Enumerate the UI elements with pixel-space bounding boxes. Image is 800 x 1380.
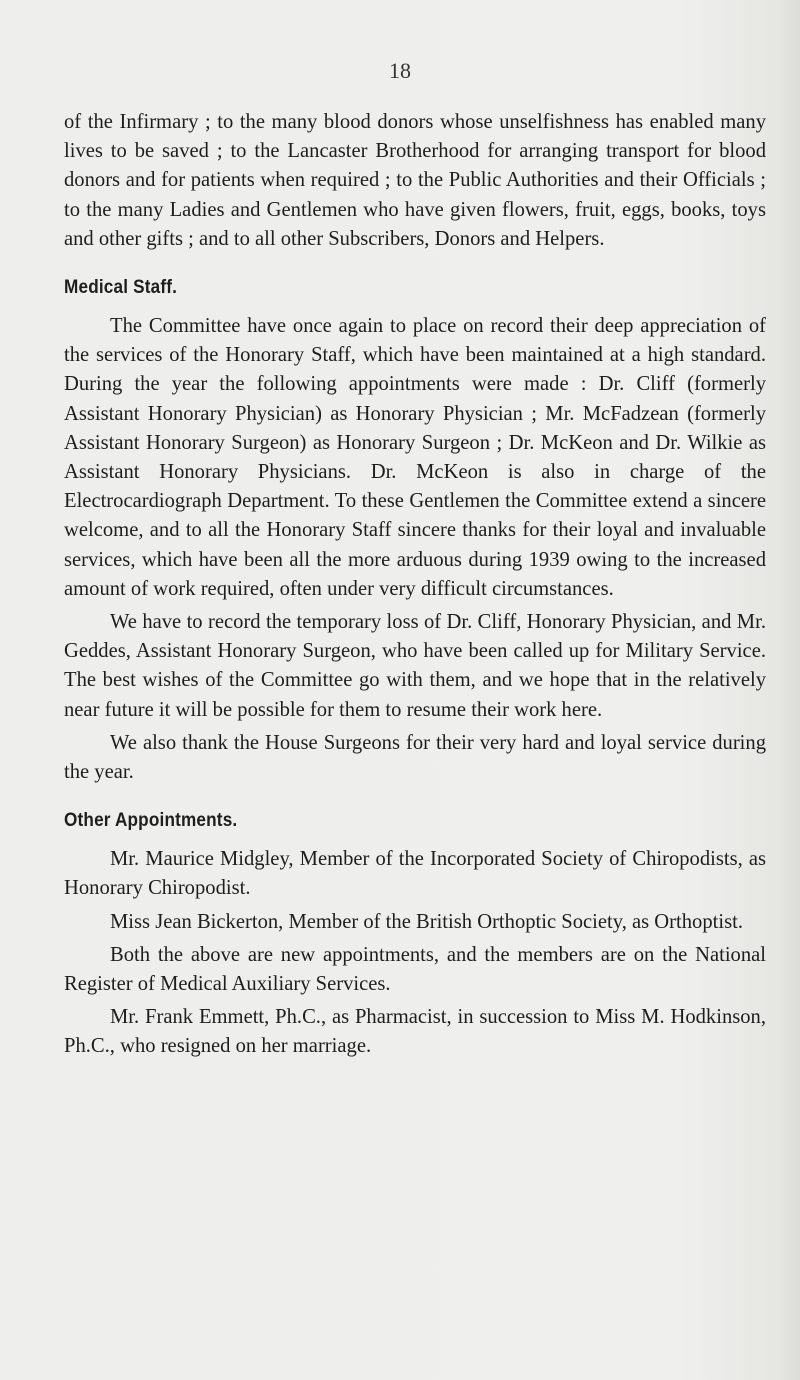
medical-staff-paragraph-1: The Committee have once again to place on record their deep appreciation of the services of the Honorary Staff, which have been maintained at a high standard. During the year the following appointments were made : Dr. Cliff (formerly Assistant Honorary Physician) as Honorary Physician ; Mr. McFadzean (formerly Assistant Honorary Surgeon) as Honorary Surgeon ; Dr. McKeon and Dr. Wilkie as Assistant Honorary Physicians. Dr. McKeon is also in charge of the Electrocardiograph Department. To these Gentlemen the Committee extend a sincere welcome, and to all the Honorary Staff sincere thanks for their loyal and invaluable services, which have been all the more arduous during 1939 owing to the increased amount of work required, often under very difficult circumstances. bbox=[64, 315, 766, 600]
other-appointments-paragraph-2: Miss Jean Bickerton, Member of the British Orthoptic Society, as Orthoptist. bbox=[110, 910, 743, 933]
page-content bbox=[64, 108, 766, 1062]
medical-staff-paragraph-3: We also thank the House Surgeons for their very hard and loyal service during the year. bbox=[64, 731, 766, 784]
other-appointments-paragraph-1: Mr. Maurice Midgley, Member of the Incorporated Society of Chiropodists, as Honorary Chiropodist. bbox=[64, 848, 766, 900]
other-appointments-paragraph-3: Both the above are new appointments, and the members are on the National Register of Medical Auxiliary Services. bbox=[64, 943, 766, 996]
other-appointments-paragraph-4: Mr. Frank Emmett, Ph.C., as Pharmacist, in succession to Miss M. Hodkinson, Ph.C., who resigned on her marriage. bbox=[64, 1006, 766, 1058]
page-number: 18 bbox=[389, 58, 411, 83]
medical-staff-paragraph-2: We have to record the temporary loss of Dr. Cliff, Honorary Physician, and Mr. Geddes, Assistant Honorary Surgeon, who have been called up for Military Service. The best wishes of the Committee go with them, and we hope that in the relatively near future it will be possible for them to resume their work here. bbox=[64, 611, 766, 721]
other-appointments-heading: Other Appointments. bbox=[64, 809, 238, 832]
medical-staff-heading: Medical Staff. bbox=[64, 276, 178, 299]
intro-paragraph: of the Infirmary ; to the many blood donors whose unselfishness has enabled many lives to be saved ; to the Lancaster Brotherhood for arranging transport for blood donors and for patients when required ; to the Public Authorities and their Officials ; to the many Ladies and Gentlemen who have given flowers, fruit, eggs, books, toys and other gifts ; and to all other Subscribers, Donors and Helpers. bbox=[64, 111, 766, 250]
